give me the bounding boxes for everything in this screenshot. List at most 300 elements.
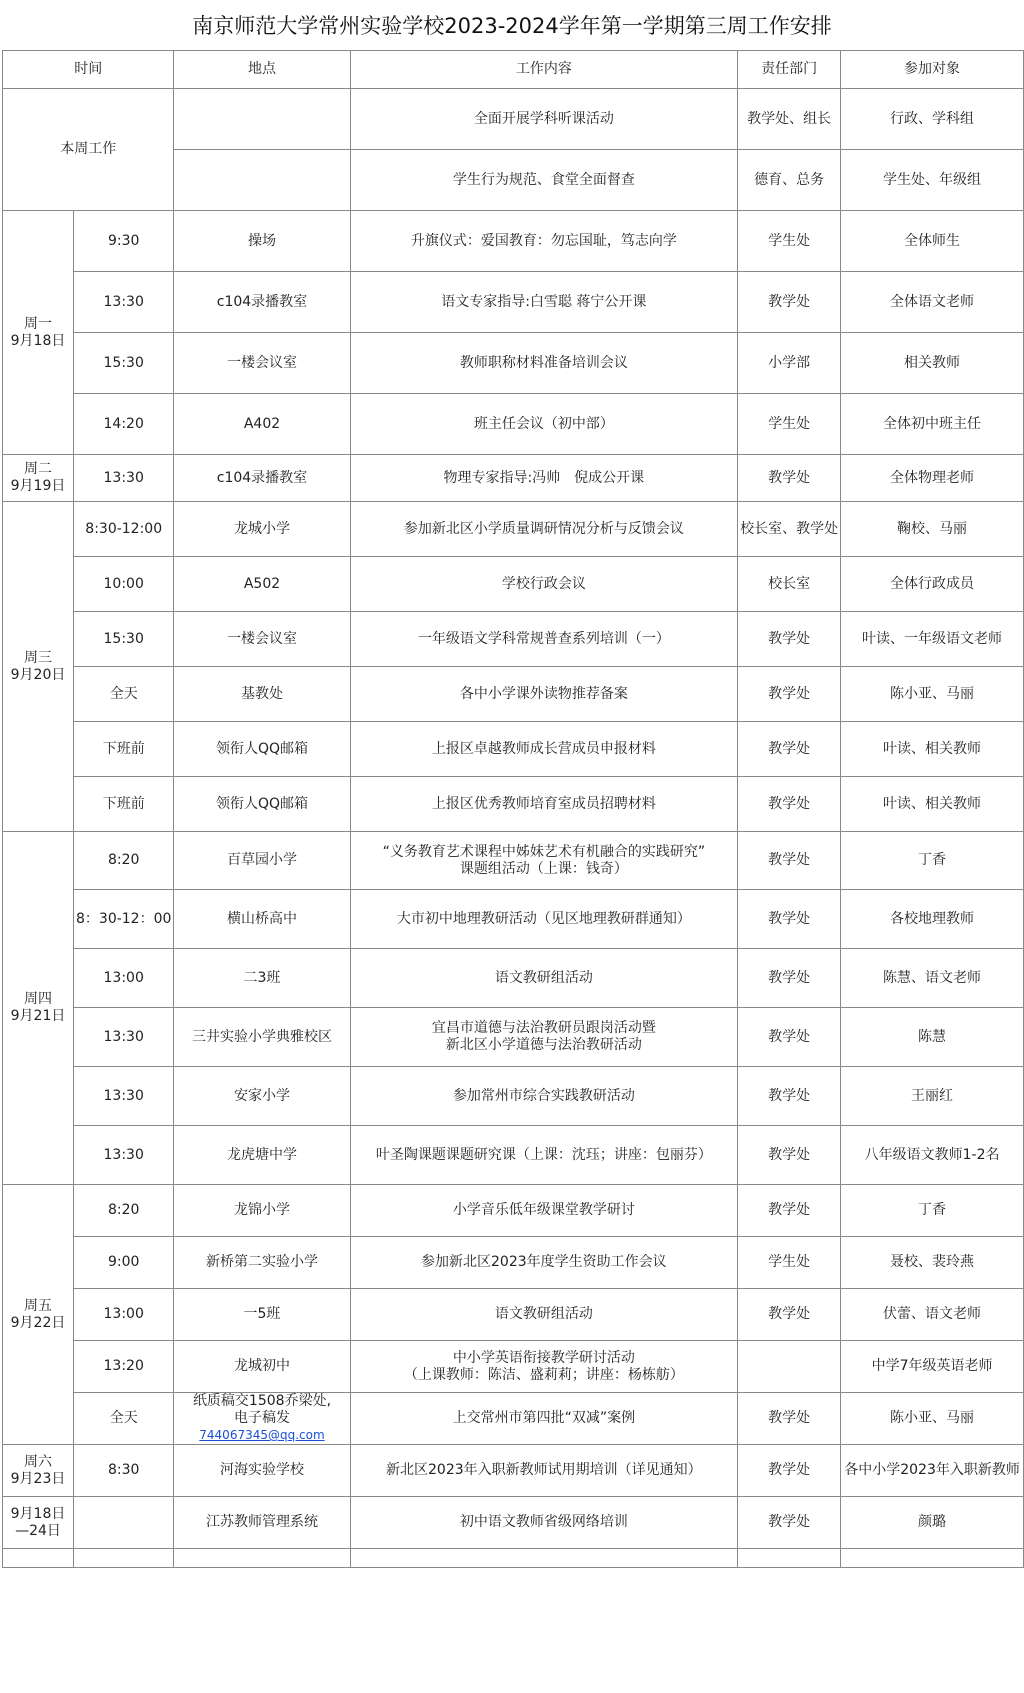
who-cell (841, 1393, 1024, 1445)
dept-cell (738, 394, 841, 455)
who-text: 八年级语文教师1-2名 (864, 1146, 1000, 1163)
content-text: 班主任会议（初中部） (473, 415, 614, 432)
content-text: 宜昌市道德与法治教研员跟岗活动暨 (431, 1020, 656, 1036)
content-cell (350, 890, 738, 949)
dept-cell (738, 557, 841, 612)
who-text: 相关教师 (904, 354, 961, 371)
day-cell (3, 502, 74, 832)
place-text: 江苏教师管理系统 (205, 1514, 318, 1530)
day-label: 9月18日 (10, 1505, 66, 1522)
place-text: 一5班 (243, 1306, 281, 1322)
content-text: 学校行政会议 (501, 575, 586, 592)
time-text: 全天 (109, 685, 138, 702)
place-cell (174, 502, 350, 557)
content-cell (350, 832, 738, 890)
column-header-label: 参加对象 (904, 61, 961, 77)
who-cell (841, 1341, 1024, 1393)
day-cell (3, 1445, 74, 1497)
table-row (3, 832, 1024, 890)
content-cell (350, 333, 738, 394)
place-text: 河海实验学校 (219, 1462, 304, 1478)
content-text: 物理专家指导:冯帅 倪成公开课 (443, 469, 645, 486)
content-cell (350, 502, 738, 557)
dept-text: 教学处 (768, 1087, 811, 1104)
place-cell (174, 1067, 350, 1126)
place-text: 龙城小学 (233, 520, 290, 537)
time-text: 13:20 (103, 1358, 144, 1374)
time-cell (74, 949, 174, 1008)
place-text: 三井实验小学典雅校区 (191, 1028, 332, 1045)
day-label: 周五 (24, 1297, 52, 1314)
place-cell (174, 150, 350, 211)
dept-cell (738, 1008, 841, 1067)
empty-row (3, 1549, 1024, 1568)
table-row (3, 455, 1024, 502)
dept-cell (738, 1067, 841, 1126)
dept-cell (738, 612, 841, 667)
content-text: 全面开展学科听课活动 (473, 110, 614, 127)
content-text: 语文教研组活动 (494, 969, 593, 986)
time-text: 10:00 (103, 575, 144, 592)
who-text: 叶读、相关教师 (883, 795, 982, 812)
time-cell (74, 1067, 174, 1126)
day-cell (3, 1185, 74, 1445)
content-cell (350, 557, 738, 612)
who-text: 叶读、相关教师 (883, 740, 982, 757)
who-text: 全体物理老师 (890, 469, 975, 486)
table-row (3, 1445, 1024, 1497)
time-text: 9:30 (107, 232, 140, 249)
place-text: 一楼会议室 (226, 630, 297, 647)
content-text: 参加新北区小学质量调研情况分析与反馈会议 (403, 520, 684, 537)
dept-text: 教学处 (768, 685, 811, 702)
time-text: 8:30-12:00 (85, 520, 163, 537)
dept-text: 教学处 (768, 795, 811, 812)
place-cell (174, 890, 350, 949)
who-text: 颜璐 (918, 1514, 947, 1530)
place-cell (174, 722, 350, 777)
dept-cell (738, 1445, 841, 1497)
who-cell (841, 394, 1024, 455)
day-label: 9月22日 (10, 1314, 66, 1331)
table-row (3, 557, 1024, 612)
who-cell (841, 949, 1024, 1008)
content-text: 参加常州市综合实践教研活动 (452, 1087, 635, 1104)
content-cell (350, 272, 738, 333)
content-text: 新北区2023年入职新教师试用期培训（详见通知） (386, 1462, 702, 1478)
who-cell (841, 502, 1024, 557)
place-cell (174, 272, 350, 333)
who-cell (841, 832, 1024, 890)
empty-cell (738, 1549, 841, 1568)
table-row (3, 890, 1024, 949)
table-row (3, 1126, 1024, 1185)
place-text: 二3班 (243, 969, 281, 986)
time-cell (74, 502, 174, 557)
weekly-label (3, 89, 174, 211)
time-text: 13:00 (103, 1306, 144, 1322)
place-cell (174, 557, 350, 612)
time-text: 15:30 (103, 354, 144, 371)
table-row (3, 612, 1024, 667)
dept-text: 教学处 (768, 1514, 811, 1530)
schedule-body (3, 51, 1024, 1568)
place-cell (174, 333, 350, 394)
time-text: 13:30 (103, 1028, 144, 1045)
empty-cell (74, 1549, 174, 1568)
time-cell (74, 272, 174, 333)
time-cell (74, 1341, 174, 1393)
content-cell (350, 1237, 738, 1289)
dept-cell (738, 777, 841, 832)
time-cell (74, 557, 174, 612)
place-cell (174, 1185, 350, 1237)
day-label: 周四 (24, 991, 52, 1007)
place-text: 纸质稿交1508乔梁处, (192, 1393, 332, 1409)
time-text: 13:30 (103, 1087, 144, 1104)
time-cell (74, 211, 174, 272)
day-cell (3, 455, 74, 502)
content-text: 参加新北区2023年度学生资助工作会议 (421, 1254, 667, 1270)
dept-text: 学生处 (768, 1254, 811, 1270)
who-text: 各中小学2023年入职新教师 (844, 1462, 1020, 1478)
day-label: 周二 (24, 461, 52, 477)
dept-cell (738, 890, 841, 949)
place-cell (174, 1341, 350, 1393)
who-text: 全体初中班主任 (883, 415, 982, 432)
dept-cell (738, 1237, 841, 1289)
time-text: 全天 (109, 1410, 138, 1426)
dept-text: 校长室、教学处 (740, 520, 839, 537)
who-cell (841, 1008, 1024, 1067)
dept-text: 校长室 (768, 575, 811, 592)
dept-cell (738, 949, 841, 1008)
day-label: 9月23日 (10, 1470, 66, 1487)
content-cell (350, 1289, 738, 1341)
content-cell (350, 455, 738, 502)
column-header-label: 责任部门 (761, 61, 818, 77)
column-header-label: 工作内容 (515, 61, 572, 77)
who-cell (841, 1126, 1024, 1185)
dept-text: 学生处 (768, 232, 811, 249)
who-text: 伏蕾、语文老师 (883, 1306, 982, 1322)
content-cell (350, 612, 738, 667)
content-text: 一年级语文学科常规普查系列培训（一） (417, 630, 670, 647)
time-cell (74, 890, 174, 949)
place-cell (174, 667, 350, 722)
who-text: 全体师生 (904, 232, 961, 249)
content-text: 大市初中地理教研活动（见区地理教研群通知） (396, 910, 691, 927)
day-label: 9月20日 (10, 666, 66, 683)
time-cell (74, 777, 174, 832)
time-text: 8:20 (107, 1202, 140, 1218)
who-cell (841, 557, 1024, 612)
place-text: 领衔人QQ邮箱 (215, 795, 308, 812)
table-row (3, 667, 1024, 722)
who-cell (841, 1185, 1024, 1237)
content-cell (350, 89, 738, 150)
dept-text: 教学处 (768, 1202, 811, 1218)
day-label: 9月21日 (10, 1008, 66, 1024)
column-header-label: 时间 (74, 61, 103, 77)
who-cell (841, 612, 1024, 667)
table-row (3, 211, 1024, 272)
content-text: 上交常州市第四批“双减”案例 (452, 1410, 636, 1426)
who-text: 全体行政成员 (890, 575, 975, 592)
place-text: 横山桥高中 (226, 910, 297, 927)
who-text: 叶读、一年级语文老师 (862, 630, 1003, 647)
place-text: 百草园小学 (226, 852, 297, 868)
empty-cell (3, 1549, 74, 1568)
place-cell (174, 949, 350, 1008)
time-cell (74, 1289, 174, 1341)
time-text: 14:20 (103, 415, 144, 432)
dept-text: 教学处 (768, 1146, 811, 1163)
place-cell (174, 89, 350, 150)
place-text: 新桥第二实验小学 (205, 1254, 318, 1270)
place-cell (174, 1393, 350, 1445)
column-header-label: 地点 (247, 61, 276, 77)
who-cell (841, 1067, 1024, 1126)
empty-cell (174, 1549, 350, 1568)
day-label: 周六 (24, 1453, 52, 1470)
who-cell (841, 272, 1024, 333)
dept-text: 教学处 (768, 740, 811, 757)
table-row (3, 394, 1024, 455)
who-text: 陈慧、语文老师 (883, 969, 982, 986)
dept-cell (738, 1289, 841, 1341)
time-cell (74, 667, 174, 722)
column-header (3, 51, 174, 89)
table-row (3, 272, 1024, 333)
who-text: 各校地理教师 (890, 910, 975, 927)
table-row (3, 1008, 1024, 1067)
place-text: A502 (243, 575, 281, 592)
dept-cell (738, 667, 841, 722)
time-text: 13:00 (103, 969, 144, 986)
place-cell (174, 612, 350, 667)
content-text: 新北区小学道德与法治教研活动 (445, 1037, 642, 1053)
dept-text: 教学处 (768, 1028, 811, 1045)
content-text: 升旗仪式：爱国教育：勿忘国耻，笃志向学 (410, 232, 677, 249)
content-cell (350, 1393, 738, 1445)
time-cell (74, 333, 174, 394)
day-label: 9月19日 (10, 478, 66, 494)
content-text: 各中小学课外读物推荐备案 (459, 685, 628, 702)
who-text: 聂校、裴玲燕 (890, 1254, 975, 1270)
time-cell (74, 1008, 174, 1067)
content-cell (350, 211, 738, 272)
time-cell (74, 1393, 174, 1445)
time-cell (74, 612, 174, 667)
who-cell (841, 667, 1024, 722)
dept-text: 教学处、组长 (747, 110, 832, 127)
empty-cell (841, 1549, 1024, 1568)
content-cell (350, 949, 738, 1008)
time-cell (74, 394, 174, 455)
place-text: 龙虎塘中学 (226, 1146, 297, 1163)
who-text: 王丽红 (911, 1087, 954, 1104)
column-header (350, 51, 738, 89)
content-text: “义务教育艺术课程中姊妹艺术有机融合的实践研究” (382, 843, 706, 860)
place-text: c104录播教室 (216, 469, 308, 486)
who-cell (841, 1497, 1024, 1549)
schedule-table (2, 50, 1024, 1568)
place-text: c104录播教室 (216, 293, 308, 310)
dept-cell (738, 333, 841, 394)
dept-cell (738, 455, 841, 502)
time-text: 下班前 (102, 740, 145, 757)
content-text: 初中语文教师省级网络培训 (459, 1514, 628, 1530)
column-header (738, 51, 841, 89)
time-text: 8：30-12：00 (76, 910, 172, 927)
who-cell (841, 150, 1024, 211)
who-text: 陈慧 (918, 1028, 947, 1045)
column-header (174, 51, 350, 89)
dept-cell (738, 722, 841, 777)
content-cell (350, 1445, 738, 1497)
dept-cell (738, 1341, 841, 1393)
dept-cell (738, 272, 841, 333)
content-cell (350, 667, 738, 722)
place-cell (174, 455, 350, 502)
who-cell (841, 777, 1024, 832)
who-text: 行政、学科组 (890, 110, 975, 127)
table-row (3, 722, 1024, 777)
table-row (3, 949, 1024, 1008)
dept-text: 教学处 (768, 293, 811, 310)
table-row (3, 1497, 1024, 1549)
place-cell (174, 832, 350, 890)
table-header-row (3, 51, 1024, 89)
place-text: 操场 (247, 232, 276, 249)
place-text: 领衔人QQ邮箱 (215, 740, 308, 757)
content-text: 语文专家指导:白雪聪 蒋宁公开课 (441, 293, 647, 310)
table-row (3, 1185, 1024, 1237)
dept-text: 教学处 (768, 1306, 811, 1322)
content-cell (350, 1497, 738, 1549)
who-cell (841, 211, 1024, 272)
day-label: 9月18日 (10, 332, 66, 349)
place-cell (174, 1445, 350, 1497)
who-cell (841, 455, 1024, 502)
who-cell (841, 1445, 1024, 1497)
who-text: 丁香 (918, 1202, 947, 1218)
who-cell (841, 890, 1024, 949)
day-cell (3, 211, 74, 455)
who-cell (841, 722, 1024, 777)
place-text: 电子稿发744067345@qq.com (199, 1410, 325, 1442)
place-text: 基教处 (240, 685, 283, 702)
place-cell (174, 1289, 350, 1341)
page-title: 南京师范大学常州实验学校2023-2024学年第一学期第三周工作安排 (192, 14, 832, 38)
content-text: 上报区卓越教师成长营成员申报材料 (431, 740, 656, 757)
place-text: 龙锦小学 (233, 1202, 290, 1218)
content-cell (350, 1067, 738, 1126)
table-row (3, 1067, 1024, 1126)
content-text: 课题组活动（上课：钱奇） (459, 860, 628, 877)
who-text: 中学7年级英语老师 (871, 1358, 993, 1374)
table-row (3, 1341, 1024, 1393)
content-text: 中小学英语衔接教学研讨活动 (452, 1349, 635, 1366)
place-cell (174, 777, 350, 832)
content-cell (350, 394, 738, 455)
place-text: A402 (243, 415, 281, 432)
dept-cell (738, 211, 841, 272)
day-label: 周一 (24, 315, 52, 332)
time-text: 13:30 (103, 293, 144, 310)
place-text: 安家小学 (233, 1087, 290, 1104)
column-header (841, 51, 1024, 89)
who-text: 全体语文老师 (890, 293, 975, 310)
content-cell (350, 1126, 738, 1185)
day-label: 周三 (24, 649, 52, 666)
place-cell (174, 1237, 350, 1289)
time-cell (74, 1237, 174, 1289)
content-text: （上课教师：陈洁、盛莉莉；讲座：杨栋舫） (403, 1366, 684, 1383)
place-cell (174, 394, 350, 455)
time-cell (74, 1497, 174, 1549)
content-cell (350, 150, 738, 211)
table-row (3, 1237, 1024, 1289)
day-cell (3, 1497, 74, 1549)
content-cell (350, 722, 738, 777)
dept-cell (738, 89, 841, 150)
time-text: 8:20 (107, 852, 140, 868)
place-cell (174, 211, 350, 272)
dept-text: 学生处 (768, 415, 811, 432)
dept-cell (738, 1497, 841, 1549)
time-text: 下班前 (102, 795, 145, 812)
who-cell (841, 89, 1024, 150)
who-cell (841, 1237, 1024, 1289)
content-cell (350, 1341, 738, 1393)
content-text: 上报区优秀教师培育室成员招聘材料 (431, 795, 656, 812)
time-text: 15:30 (103, 630, 144, 647)
content-text: 叶圣陶课题课题研究课（上课：沈珏；讲座：包丽芬） (375, 1146, 712, 1163)
day-cell (3, 832, 74, 1185)
table-row (3, 502, 1024, 557)
time-text: 9:00 (107, 1254, 140, 1270)
dept-cell (738, 502, 841, 557)
content-cell (350, 777, 738, 832)
dept-cell (738, 832, 841, 890)
place-text: 龙城初中 (233, 1358, 290, 1374)
who-text: 丁香 (918, 852, 947, 868)
content-text: 学生行为规范、食堂全面督查 (452, 171, 635, 188)
who-cell (841, 333, 1024, 394)
dept-text: 教学处 (768, 1410, 811, 1426)
dept-cell (738, 150, 841, 211)
content-cell (350, 1008, 738, 1067)
dept-text: 教学处 (768, 1462, 811, 1478)
table-row (3, 1289, 1024, 1341)
content-text: 语文教研组活动 (494, 1306, 593, 1322)
content-cell (350, 1185, 738, 1237)
time-cell (74, 832, 174, 890)
time-text: 13:30 (103, 469, 144, 486)
dept-text: 教学处 (768, 852, 811, 868)
dept-cell (738, 1126, 841, 1185)
content-text: 教师职称材料准备培训会议 (459, 354, 628, 371)
table-row (3, 89, 1024, 150)
table-row (3, 777, 1024, 832)
dept-text: 教学处 (768, 469, 811, 486)
content-text: 小学音乐低年级课堂教学研讨 (452, 1202, 635, 1218)
email-link[interactable]: 744067345@qq.com (199, 1428, 325, 1442)
dept-text: 小学部 (768, 354, 811, 371)
time-cell (74, 455, 174, 502)
